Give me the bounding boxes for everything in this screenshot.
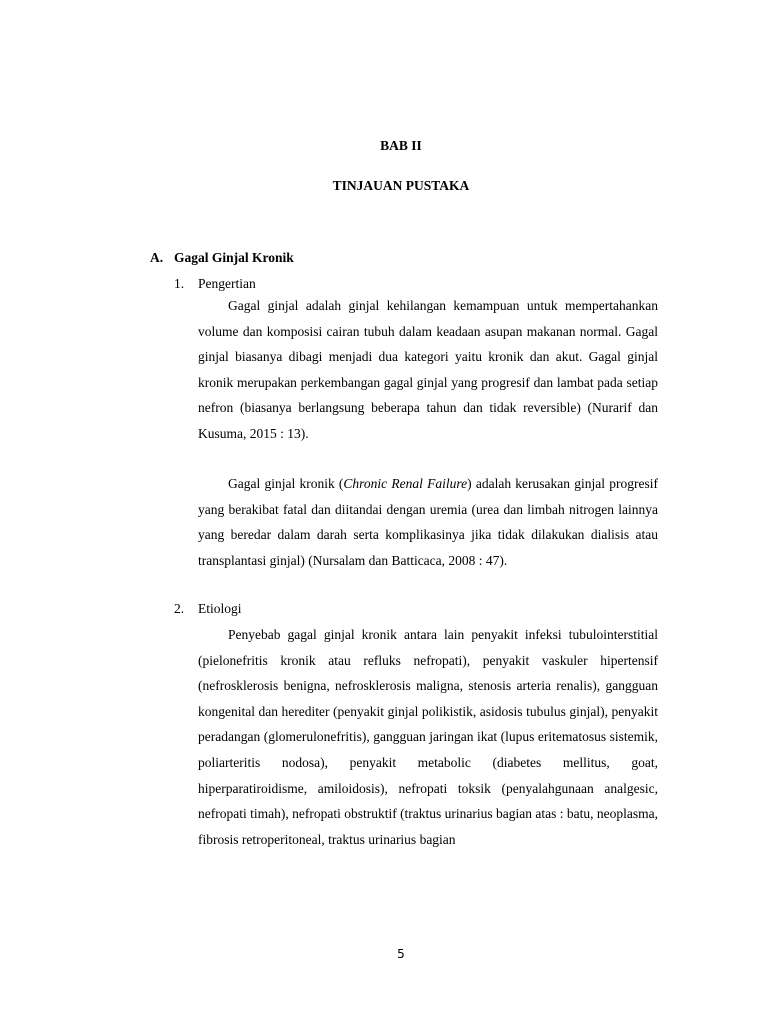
subsection-marker: 2. bbox=[174, 601, 185, 616]
paragraph-pengertian-1: Gagal ginjal adalah ginjal kehilangan kemampuan untuk mempertahankan volume dan komposisi cairan tubuh dalam keadaan asupan makanan normal. Gagal ginjal biasanya dibagi menjadi dua kategori yaitu kronik dan akut. Gagal ginjal kronik merupakan perkembangan gagal ginjal yang progresif dan lambat pada setiap nefron (biasanya berlangsung beberapa tahun dan tidak reversible) (Nurarif dan Kusuma, 2015 : 13). bbox=[198, 298, 658, 441]
chapter-title: TINJAUAN PUSTAKA bbox=[332, 178, 470, 193]
paragraph-text: ) adalah kerusakan ginjal progresif yang berakibat fatal dan diitandai dengan uremia (urea dan limbah nitrogen lainnya yang beredar dalam darah serta komplikasinya jika tidak dilakukan dialisis atau transplantasi ginjal) (Nursalam dan Batticaca, 2008 : 47). bbox=[198, 476, 658, 568]
italic-term: Chronic Renal Failure bbox=[343, 476, 468, 491]
paragraph-text: Gagal ginjal kronik ( bbox=[228, 476, 344, 491]
subsection-title: Pengertian bbox=[198, 276, 256, 291]
chapter-label: BAB II bbox=[380, 138, 422, 153]
paragraph-pengertian-2 bbox=[198, 471, 658, 573]
section-title: Gagal Ginjal Kronik bbox=[174, 250, 294, 265]
section-marker: A. bbox=[150, 250, 164, 265]
paragraph-etiologi-1: Penyebab gagal ginjal kronik antara lain penyakit infeksi tubulointerstitial (pielonefritis kronik atau refluks nefropati), penyakit vaskuler hipertensif (nefrosklerosis benigna, nefrosklerosis maligna, stenosis arteria renalis), gangguan kongenital dan herediter (penyakit ginjal polikistik, asidosis tubulus ginjal), penyakit peradangan (glomerulonefritis), gangguan jaringan ikat (lupus eritematosus sistemik, poliarteritis nodosa), penyakit metabolic (diabetes mellitus, goat, hiperparatiroidisme, amiloidosis), nefropati toksik (penyalahgunaan analgesic, nefropati timah), nefropati obstruktif (traktus urinarius bagian atas : batu, neoplasma, fibrosis retroperitoneal, traktus urinarius bagian bbox=[198, 627, 658, 847]
section-heading-a bbox=[150, 250, 294, 266]
page-number: 5 bbox=[397, 947, 405, 961]
subsection-title: Etiologi bbox=[198, 601, 242, 616]
subsection-heading-pengertian bbox=[174, 276, 256, 292]
subsection-heading-etiologi bbox=[174, 601, 242, 617]
subsection-marker: 1. bbox=[174, 276, 185, 291]
